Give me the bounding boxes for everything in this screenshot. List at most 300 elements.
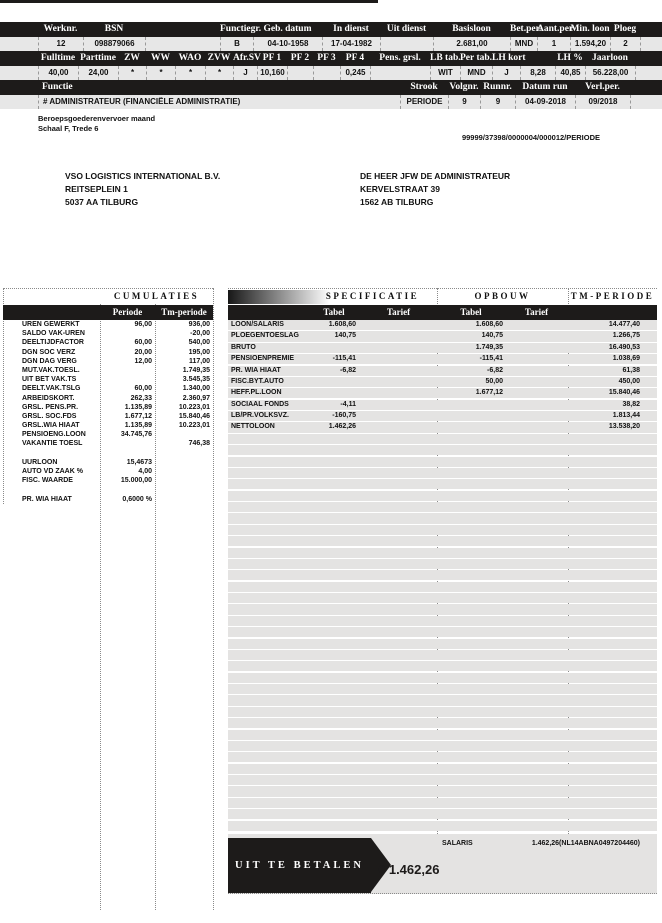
cell-value: -4,11 — [340, 400, 356, 408]
cumulaties-title-row — [3, 289, 213, 305]
cum-row — [3, 320, 213, 329]
cell-label: LOON/SALARIS — [231, 321, 284, 328]
cum-row — [3, 338, 213, 347]
cell-value: 1.608,60 — [328, 321, 356, 328]
cell-value: 2 — [610, 37, 640, 51]
cum-row — [3, 357, 213, 366]
cell-periode: 96,00 — [134, 321, 152, 328]
column-header: ZW — [124, 53, 140, 63]
cell-label: VAKANTIE TOESL — [22, 440, 83, 448]
employee-address-line: KERVELSTRAAT 39 — [360, 184, 440, 194]
cum-row — [3, 439, 213, 448]
column-header: Werknr. — [43, 24, 78, 34]
cell-periode — [63, 449, 152, 458]
cell-value: -6,82 — [340, 366, 356, 374]
cum-row — [3, 476, 213, 485]
cell-value: 12 — [38, 37, 83, 51]
column-header — [630, 80, 662, 95]
spec-row — [228, 366, 657, 376]
cum-row — [3, 421, 213, 430]
cell-value — [380, 37, 433, 51]
column-header: ZVW — [207, 53, 231, 63]
spec-empty-row — [228, 479, 657, 489]
cum-row — [3, 485, 213, 494]
spec-empty-row — [228, 434, 657, 444]
column-header: PF 2 — [290, 53, 310, 63]
cell-label: FISC. WAARDE — [22, 477, 73, 485]
cum-row — [3, 384, 213, 393]
cell-value: 1.038,69 — [612, 355, 640, 363]
spec-empty-row — [228, 502, 657, 512]
cell-value: 16.490,53 — [608, 343, 640, 351]
column-header: Datum run — [522, 82, 568, 92]
cell-value — [437, 411, 503, 421]
cell-tm-periode: 540,00 — [188, 339, 210, 347]
salaris-account-value: 1.462,26(NL14ABNA0497204460) — [531, 840, 640, 847]
cell-value: PERIODE — [400, 95, 448, 109]
cell-tm-periode: 1.749,35 — [182, 366, 210, 374]
spec-empty-row — [228, 741, 657, 751]
cell-tm-periode: 936,00 — [188, 321, 210, 328]
salaris-row — [442, 840, 640, 847]
spec-empty-row — [228, 695, 657, 705]
cell-value — [505, 354, 565, 364]
cell-value — [308, 388, 356, 398]
column-header-tarief: Tarief — [524, 307, 549, 317]
cell-label: DEELTIJDFACTOR — [22, 339, 84, 347]
column-header: PF 1 — [262, 53, 282, 63]
employer-address-line: REITSEPLEIN 1 — [65, 184, 128, 194]
cell-value: 1.462,26 — [328, 423, 356, 431]
cell-value: WIT — [430, 66, 460, 80]
spec-empty-row — [228, 764, 657, 774]
cell-value: 1 — [537, 37, 570, 51]
spec-empty-row — [228, 570, 657, 580]
cum-row — [3, 403, 213, 412]
column-header: Strook — [410, 82, 438, 92]
spec-empty-row — [228, 798, 657, 808]
cell-value: 40,00 — [38, 66, 78, 80]
cum-row — [3, 329, 213, 338]
spec-empty-row — [228, 491, 657, 501]
spec-empty-row — [228, 548, 657, 558]
cell-periode: 1.135,89 — [124, 403, 152, 411]
cell-value: * — [146, 66, 175, 80]
cell-label: ARBEIDSKORT. — [22, 394, 75, 402]
cell-value — [308, 377, 356, 387]
cell-value — [360, 411, 430, 421]
cell-value — [360, 400, 430, 410]
cum-row — [3, 458, 213, 467]
cell-label: SOCIAAL FONDS — [231, 400, 289, 408]
spec-row — [228, 331, 657, 341]
cell-value — [437, 422, 503, 432]
cum-row — [3, 430, 213, 439]
spec-empty-row — [228, 513, 657, 523]
cell-label: UURLOON — [22, 458, 58, 466]
cell-tm-periode: 746,38 — [188, 440, 210, 448]
cell-label: PENSIOENPREMIE — [231, 355, 295, 363]
spec-empty-row — [228, 673, 657, 683]
cell-value: 61,38 — [622, 366, 640, 374]
cell-value: 8,28 — [520, 66, 555, 80]
cell-value: 2.681,00 — [433, 37, 510, 51]
cell-periode: 4,00 — [138, 468, 152, 475]
spec-row — [228, 320, 657, 330]
cell-value: * — [118, 66, 146, 80]
cell-value — [370, 66, 430, 80]
cell-value: 40,85 — [555, 66, 585, 80]
header-value-row — [0, 95, 662, 109]
cell-value: 09/2018 — [575, 95, 630, 109]
specificatie-table — [228, 288, 657, 832]
column-header: Functie — [42, 82, 73, 92]
cell-value — [505, 422, 565, 432]
spec-empty-row — [228, 684, 657, 694]
cell-value: 1.749,35 — [475, 343, 503, 351]
spec-empty-row — [228, 786, 657, 796]
cell-value — [360, 366, 430, 376]
cell-label: UIT BET VAK.TS — [22, 376, 77, 384]
column-header — [640, 22, 662, 37]
cell-value — [360, 320, 430, 330]
dotted-rule — [213, 288, 214, 910]
section-title-specificatie: SPECIFICATIE — [325, 291, 420, 301]
cell-periode: 15,4673 — [126, 458, 152, 466]
cell-value — [505, 343, 565, 353]
cell-value — [360, 331, 430, 341]
cell-periode: 262,33 — [130, 394, 152, 402]
cell-label: MUT.VAK.TOESL. — [22, 366, 80, 374]
cell-tm-periode — [153, 476, 210, 485]
cell-label: GRSL.WIA HIAAT — [22, 422, 80, 430]
cell-label: DGN SOC VERZ — [22, 348, 76, 356]
cell-value — [505, 400, 565, 410]
cell-value: MND — [510, 37, 537, 51]
meta-block — [38, 114, 155, 134]
column-header: Jaarloon — [592, 53, 628, 63]
cell-value — [360, 388, 430, 398]
cell-label: UREN GEWERKT — [22, 321, 80, 328]
header-bar — [0, 51, 662, 66]
cell-label: HEFF.PL.LOON — [231, 389, 282, 397]
cell-value — [0, 95, 38, 109]
cell-value: 140,75 — [481, 332, 503, 340]
cell-value — [0, 66, 38, 80]
employer-address-line: 5037 AA TILBURG — [65, 197, 139, 207]
spec-empty-row — [228, 604, 657, 614]
cell-label: DGN DAG VERG — [22, 357, 77, 365]
spec-empty-row — [228, 616, 657, 626]
cell-tm-periode — [153, 449, 210, 458]
column-header: In dienst — [333, 24, 369, 34]
column-header: WAO — [178, 53, 202, 63]
column-header — [635, 51, 662, 66]
cell-value: 04-10-1958 — [253, 37, 322, 51]
cell-periode: 60,00 — [134, 385, 152, 393]
employer-address — [65, 170, 220, 209]
cell-value: 9 — [448, 95, 480, 109]
cell-value — [630, 95, 662, 109]
employee-address-line: 1562 AB TILBURG — [360, 197, 434, 207]
cell-tm-periode: -20,00 — [190, 330, 210, 338]
column-header — [0, 22, 38, 37]
cell-value: -115,41 — [332, 355, 356, 363]
spec-empty-row — [228, 752, 657, 762]
cell-value — [635, 66, 662, 80]
cell-tm-periode — [153, 430, 210, 439]
column-header: BSN — [104, 24, 124, 34]
cell-value: J — [492, 66, 520, 80]
spec-empty-row — [228, 775, 657, 785]
cell-value: B — [220, 37, 253, 51]
spec-empty-row — [228, 445, 657, 455]
header-value-row — [0, 37, 662, 51]
cell-value: 1.594,20 — [570, 37, 610, 51]
cell-value: -6,82 — [487, 366, 503, 374]
cell-value: 13.538,20 — [608, 423, 640, 431]
spec-empty-row — [228, 718, 657, 728]
column-header — [0, 80, 38, 95]
column-header-tabel: Tabel — [460, 307, 482, 317]
column-header: LH kort — [492, 53, 526, 63]
cell-tm-periode: 117,00 — [188, 357, 210, 365]
cell-value — [505, 377, 565, 387]
cell-tm-periode: 1.340,00 — [182, 385, 210, 393]
cell-tm-periode: 2.360,97 — [182, 394, 210, 402]
employee-address-line: DE HEER JFW DE ADMINISTRATEUR — [360, 171, 511, 181]
header-value-row — [0, 66, 662, 80]
column-header: LH % — [557, 53, 583, 63]
top-rule — [0, 0, 378, 3]
cum-row — [3, 375, 213, 384]
cell-tm-periode — [153, 495, 210, 504]
cell-tm-periode — [153, 485, 210, 494]
spec-empty-row — [228, 468, 657, 478]
cell-value — [640, 37, 662, 51]
cell-value: 1.608,60 — [475, 321, 503, 328]
cell-periode — [63, 329, 152, 338]
cell-value: 10,160 — [257, 66, 287, 80]
spec-row — [228, 388, 657, 398]
spec-empty-row — [228, 821, 657, 831]
cell-value — [505, 388, 565, 398]
cell-tm-periode: 15.840,46 — [178, 412, 210, 420]
column-header: Uit dienst — [386, 24, 427, 34]
column-header: Per tab. — [460, 53, 493, 63]
cum-row — [3, 394, 213, 403]
cell-label: AUTO VD ZAAK % — [22, 468, 83, 475]
cell-periode: 1.135,89 — [124, 422, 152, 430]
cum-row — [3, 412, 213, 421]
column-header: Afr.SV — [233, 53, 261, 63]
column-header: PF 3 — [317, 53, 336, 63]
specificatie-rows — [228, 320, 657, 831]
column-header: Basisloon — [452, 24, 491, 34]
cell-value — [287, 66, 313, 80]
cell-value: * — [205, 66, 233, 80]
cell-value — [0, 37, 38, 51]
cell-tm-periode: 10.223,01 — [178, 403, 210, 411]
cell-tm-periode: 195,00 — [188, 348, 210, 356]
cell-periode: 1.677,12 — [124, 412, 152, 420]
cell-periode: 0,6000 % — [122, 495, 152, 503]
cell-periode — [63, 439, 152, 448]
cell-value — [145, 37, 220, 51]
section-title-tm-periode: TM-PERIODE — [570, 291, 655, 301]
cell-label: FISC.BYT.AUTO — [231, 377, 284, 385]
cell-value: MND — [460, 66, 492, 80]
cell-label: PR. WIA HIAAT — [22, 495, 72, 503]
spec-empty-row — [228, 457, 657, 467]
section-title-opbouw: OPBOUW — [474, 291, 531, 301]
cell-value — [505, 320, 565, 330]
cell-value: 1.677,12 — [475, 389, 503, 397]
spec-empty-row — [228, 593, 657, 603]
spec-empty-row — [228, 536, 657, 546]
reference-number: 99999/37398/0000004/000012/PERIODE — [461, 133, 600, 142]
cell-label: PR. WIA HIAAT — [231, 366, 281, 374]
cell-value: 38,82 — [622, 400, 640, 408]
meta-line-schaal: Schaal F, Trede 6 — [38, 124, 99, 133]
cell-tm-periode: 3.545,35 — [182, 376, 210, 384]
spec-row — [228, 343, 657, 353]
cell-value: * — [175, 66, 205, 80]
cell-periode: 15.000,00 — [120, 477, 152, 485]
column-header: Volgnr. — [449, 82, 479, 92]
cell-value: 24,00 — [78, 66, 118, 80]
cell-value — [360, 422, 430, 432]
cell-value: 1.266,75 — [612, 332, 640, 340]
cum-row — [3, 495, 213, 504]
column-header-tarief: Tarief — [386, 307, 411, 317]
specificatie-title-row — [228, 289, 657, 305]
column-header: LB tab. — [430, 53, 461, 63]
spec-row — [228, 354, 657, 364]
cell-label: GRSL. PENS.PR. — [22, 403, 79, 411]
cell-value — [313, 66, 340, 80]
column-header: Min. loon — [570, 24, 610, 34]
spec-empty-row — [228, 661, 657, 671]
salaris-label: SALARIS — [442, 840, 473, 847]
column-header-tm-periode: Tm-periode — [161, 307, 207, 317]
payout-banner-label: UIT TE BETALEN — [235, 860, 364, 871]
payout-amount: € 1.462,26 — [378, 862, 440, 877]
column-header: Functiegr. — [220, 24, 262, 34]
header-bar — [0, 22, 662, 37]
cell-value: 50,00 — [485, 377, 503, 385]
cell-periode — [63, 375, 152, 384]
spec-empty-row — [228, 650, 657, 660]
cumulaties-rows — [3, 320, 213, 504]
cum-row — [3, 366, 213, 375]
column-header-periode: Periode — [112, 307, 143, 317]
column-header: Fulltime — [40, 53, 76, 63]
cell-value — [505, 411, 565, 421]
cell-value — [437, 400, 503, 410]
meta-line-cao: Beroepsgoederenvervoer maand — [38, 114, 156, 123]
column-header: Aant.per — [537, 24, 574, 34]
spec-empty-row — [228, 559, 657, 569]
cell-tm-periode — [153, 458, 210, 467]
column-header: WW — [151, 53, 170, 63]
cumulaties-title: CUMULATIES — [113, 291, 200, 301]
cell-periode — [63, 485, 152, 494]
cell-value: -160,75 — [332, 412, 356, 419]
cell-value: J — [233, 66, 257, 80]
spec-row — [228, 377, 657, 387]
spec-empty-row — [228, 707, 657, 717]
cell-value: 1.813,44 — [612, 412, 640, 419]
employer-address-line: VSO LOGISTICS INTERNATIONAL B.V. — [65, 171, 221, 181]
cell-value: 17-04-1982 — [322, 37, 380, 51]
cell-label: PLOEGENTOESLAG — [231, 332, 299, 340]
cell-value: 15.840,46 — [608, 389, 640, 397]
cell-periode: 12,00 — [134, 357, 152, 365]
cell-value: 04-09-2018 — [515, 95, 575, 109]
cell-label: SALDO VAK-UREN — [22, 330, 85, 338]
column-header: Ploeg — [613, 24, 637, 34]
column-header: Bet.per. — [510, 24, 542, 34]
cell-value: 56.228,00 — [585, 66, 635, 80]
cell-periode: 34.745,76 — [120, 431, 152, 439]
cell-value — [360, 377, 430, 387]
spec-empty-row — [228, 627, 657, 637]
column-header: Geb. datum — [263, 24, 312, 34]
header-bar — [0, 80, 662, 95]
column-header-tabel: Tabel — [323, 307, 345, 317]
cell-label: BRUTO — [231, 343, 256, 351]
cell-value — [360, 354, 430, 364]
cell-tm-periode — [153, 467, 210, 476]
cell-label: NETTOLOON — [231, 423, 275, 431]
cell-value: 9 — [480, 95, 515, 109]
column-header: Runnr. — [483, 82, 512, 92]
cum-row — [3, 449, 213, 458]
header-tables — [0, 22, 662, 109]
cell-value: -115,41 — [479, 355, 503, 363]
cell-value: 098879066 — [83, 37, 145, 51]
cell-value: 450,00 — [618, 377, 640, 385]
column-header: Pens. grsl. — [379, 53, 421, 63]
cell-periode — [63, 366, 152, 375]
cell-label: GRSL. SOC.FDS — [22, 412, 77, 420]
cell-value: 140,75 — [334, 332, 356, 340]
payout-banner — [228, 838, 371, 893]
spec-row — [228, 400, 657, 410]
cumulaties-table — [3, 288, 213, 504]
cum-row — [3, 467, 213, 476]
payout-footer — [228, 834, 657, 894]
specificatie-header-bar — [228, 305, 657, 320]
cell-label: LB/PR.VOLKSVZ. — [231, 412, 289, 419]
column-header — [520, 51, 555, 66]
column-header — [145, 22, 220, 37]
cell-value: 0,245 — [340, 66, 370, 80]
cell-value: 14.477,40 — [608, 321, 640, 328]
cell-value — [308, 343, 356, 353]
spec-row — [228, 422, 657, 432]
cell-value — [505, 366, 565, 376]
spec-empty-row — [228, 639, 657, 649]
column-header: Parttime — [80, 53, 116, 63]
spec-empty-row — [228, 582, 657, 592]
cell-value: # ADMINISTRATEUR (FINANCIËLE ADMINISTRATIE) — [38, 95, 400, 109]
column-header: PF 4 — [345, 53, 365, 63]
cell-periode: 60,00 — [134, 339, 152, 347]
spec-empty-row — [228, 809, 657, 819]
cum-row — [3, 348, 213, 357]
